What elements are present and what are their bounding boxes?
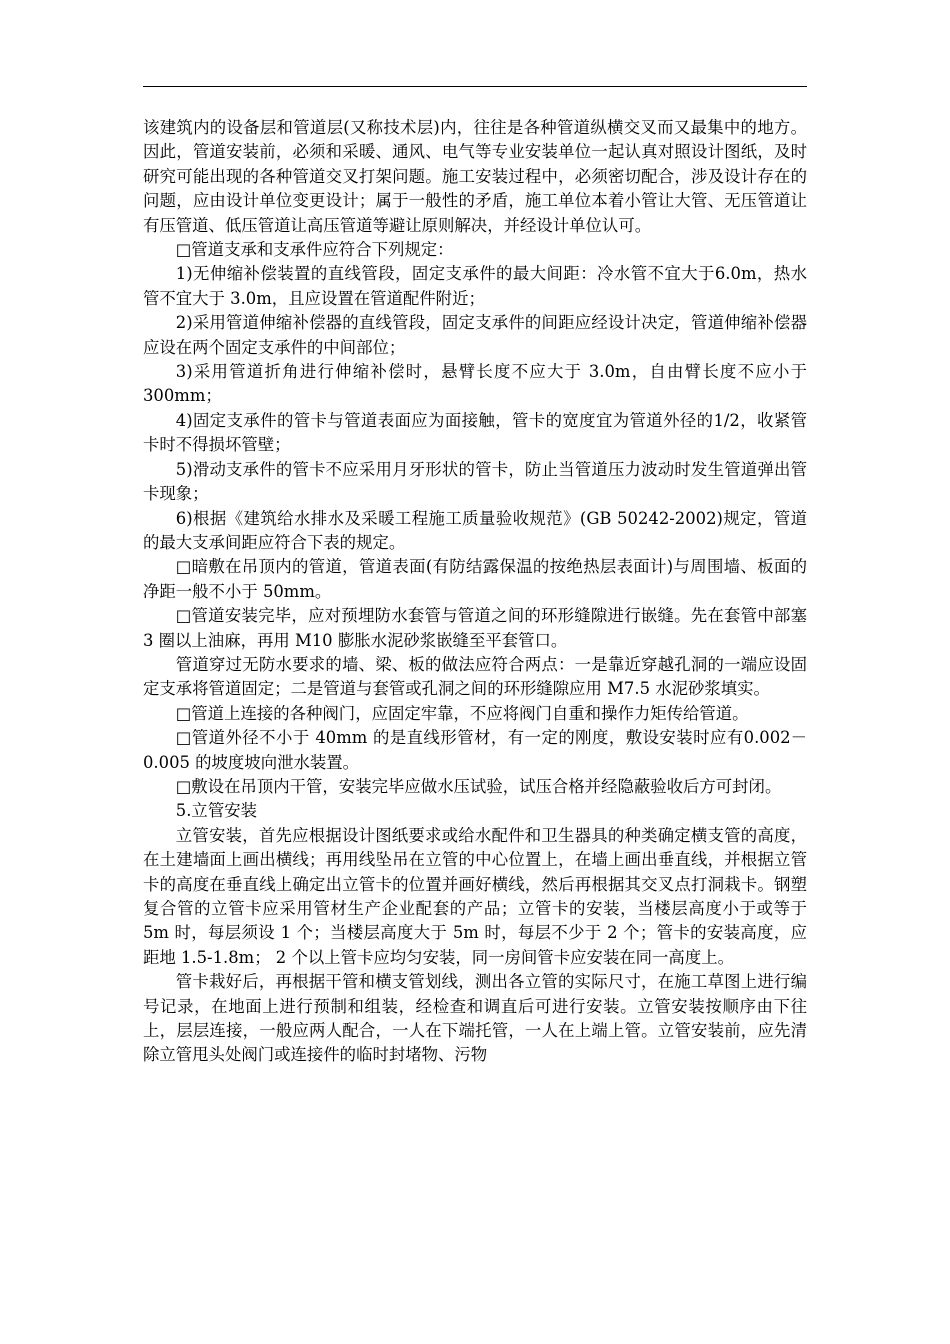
paragraph-rule-6: 6)根据《建筑给水排水及采暖工程施工质量验收规范》(GB 50242-2002)规定，管道的最大支承间距应符合下表的规定。 bbox=[143, 508, 807, 552]
header-rule bbox=[143, 86, 807, 87]
paragraph-rule-3: 3)采用管道折角进行伸缩补偿时，悬臂长度不应大于 3.0m，自由臂长度不应小于 300mm； bbox=[143, 362, 807, 406]
paragraph-wall-penetration: 管道穿过无防水要求的墙、梁、板的做法应符合两点：一是靠近穿越孔洞的一端应设固定支承将管道固定；二是管道与套管或孔洞之间的环形缝隙应用 M7.5 水泥砂浆填实。 bbox=[143, 654, 807, 699]
paragraph-continuation: 该建筑内的设备层和管道层(又称技术层)内，往往是各种管道纵横交叉而又最集中的地方。因此，管道安装前，必须和采暖、通风、电气等专业安装单位一起认真对照设计图纸，及时研究可能出现的各种管道交叉打架问题。施工安装过程中，必须密切配合，涉及设计存在的问题，应由设计单位变更设计；属于一般性的矛盾，施工单位本着小管让大管、无压管道让有压管道、低压管道让高压管道等避让原则解决，并经设计单位认可。 bbox=[143, 118, 807, 235]
paragraph-rule-1: 1)无伸缩补偿装置的直线管段，固定支承件的最大间距：冷水管不宜大于6.0m，热水管不宜大于 3.0m，且应设置在管道配件附近； bbox=[143, 264, 807, 308]
paragraph-ceiling-clearance: □暗敷在吊顶内的管道，管道表面(有防结露保温的按绝热层表面计)与周围墙、板面的净距一般不小于 50mm。 bbox=[143, 557, 807, 601]
paragraph-rule-4: 4)固定支承件的管卡与管道表面应为面接触，管卡的宽度宜为管道外径的1/2，收紧管卡时不得损坏管壁； bbox=[143, 410, 807, 455]
paragraph-valves: □管道上连接的各种阀门，应固定牢靠，不应将阀门自重和操作力矩传给管道。 bbox=[175, 703, 749, 723]
paragraph-rule-5: 5)滑动支承件的管卡不应采用月牙形状的管卡，防止当管道压力波动时发生管道弹出管卡现象； bbox=[143, 459, 807, 504]
paragraph-riser-assembly: 管卡栽好后，再根据干管和横支管划线，测出各立管的实际尺寸，在施工草图上进行编号记录，在地面上进行预制和组装，经检查和调直后可进行安装。立管安装按顺序由下往上，层层连接，一般应两人配合，一人在下端托管，一人在上端上管。立管安装前，应先清除立管甩头处阀门或连接件的临时封堵物、污物 bbox=[143, 972, 807, 1065]
paragraph-slope: □管道外径不小于 40mm 的是直线形管材，有一定的刚度，敷设安装时应有0.002－0.005 的坡度坡向泄水装置。 bbox=[143, 728, 807, 772]
paragraph-support-rules: □管道支承和支承件应符合下列规定： bbox=[175, 240, 454, 260]
paragraph-sleeve-sealing: □管道安装完毕，应对预埋防水套管与管道之间的环形缝隙进行嵌缝。先在套管中部塞 3 圈以上油麻，再用 M10 膨胀水泥砂浆嵌缝至平套管口。 bbox=[143, 606, 807, 650]
paragraph-pressure-test: □敷设在吊顶内干管，安装完毕应做水压试验，试压合格并经隐蔽验收后方可封闭。 bbox=[175, 776, 782, 796]
document-body bbox=[143, 116, 807, 1068]
section-heading-riser: 5.立管安装 bbox=[175, 801, 257, 821]
paragraph-rule-2: 2)采用管道伸缩补偿器的直线管段，固定支承件的间距应经设计决定，管道伸缩补偿器应设在两个固定支承件的中间部位； bbox=[143, 313, 807, 357]
paragraph-riser-install: 立管安装，首先应根据设计图纸要求或给水配件和卫生器具的种类确定横支管的高度，在土建墙面上画出横线；再用线坠吊在立管的中心位置上，在墙上画出垂直线，并根据立管卡的高度在垂直线上确定出立管卡的位置并画好横线，然后再根据其交叉点打洞栽卡。钢塑复合管的立管卡应采用管材生产企业配套的产品；立管卡的安装，当楼层高度小于或等于 5m 时，每层须设 1 个；当楼层高度大于 5m 时，每层不少于 2 个；管卡的安装高度，应距地 1.5-1.8m； 2 个以上管卡应均匀安装，同一房间管卡应安装在同一高度上。 bbox=[143, 825, 807, 967]
